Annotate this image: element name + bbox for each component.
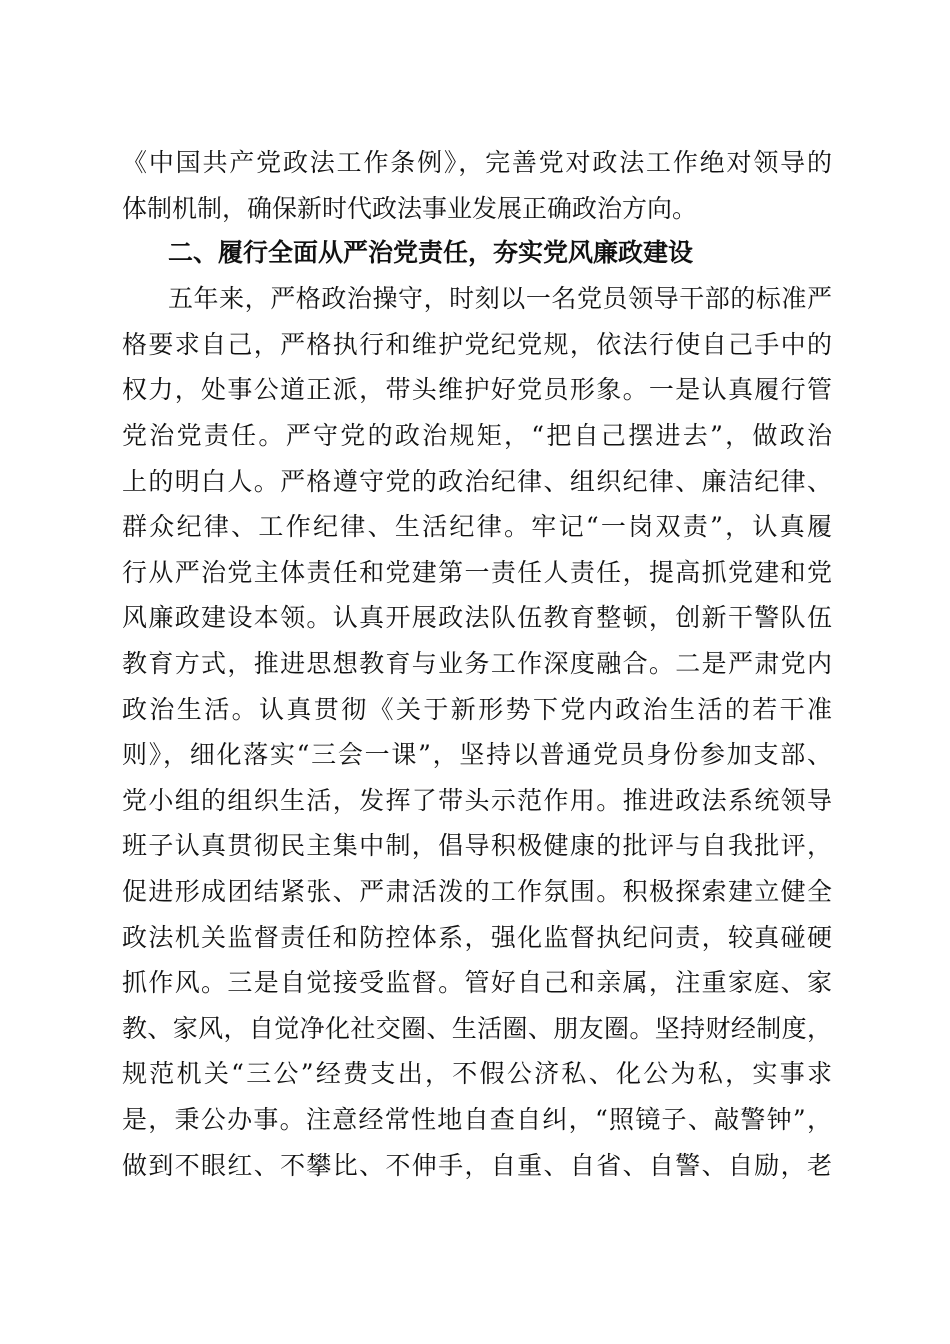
body-line-18: 规范机关“三公”经费支出，不假公济私、化公为私，实事求	[122, 1059, 832, 1088]
body-line-3: 权力，处事公道正派，带头维护好党员形象。一是认真履行管	[122, 375, 832, 404]
body-line-8: 风廉政建设本领。认真开展政法队伍教育整顿，创新干警队伍	[122, 603, 832, 632]
body-line-10: 政治生活。认真贯彻《关于新形势下党内政治生活的若干准	[122, 695, 832, 724]
body-line-15: 政法机关监督责任和防控体系，强化监督执纪问责，较真碰硬	[122, 923, 832, 952]
intro-line-2: 体制机制，确保新时代政法事业发展正确政治方向。	[122, 194, 698, 223]
body-line-13: 班子认真贯彻民主集中制，倡导积极健康的批评与自我批评，	[122, 831, 832, 860]
body-line-20: 做到不眼红、不攀比、不伸手，自重、自省、自警、自励，老	[122, 1151, 832, 1180]
body-line-4: 党治党责任。严守党的政治规矩，“把自己摆进去”，做政治	[122, 421, 832, 450]
body-line-19: 是，秉公办事。注意经常性地自查自纠，“照镜子、敲警钟”，	[122, 1105, 832, 1134]
body-line-16: 抓作风。三是自觉接受监督。管好自己和亲属，注重家庭、家	[122, 968, 832, 997]
section-heading: 二、履行全面从严治党责任，夯实党风廉政建设	[168, 238, 694, 267]
body-line-9: 教育方式，推进思想教育与业务工作深度融合。二是严肃党内	[122, 649, 832, 678]
body-line-1: 五年来，严格政治操守，时刻以一名党员领导干部的标准严	[168, 284, 832, 313]
body-line-11: 则》，细化落实“三会一课”，坚持以普通党员身份参加支部、	[122, 740, 832, 769]
body-line-7: 行从严治党主体责任和党建第一责任人责任，提高抓党建和党	[122, 558, 832, 587]
body-line-6: 群众纪律、工作纪律、生活纪律。牢记“一岗双责”，认真履	[122, 512, 832, 541]
body-line-14: 促进形成团结紧张、严肃活泼的工作氛围。积极探索建立健全	[122, 877, 832, 906]
intro-line-1: 《中国共产党政法工作条例》，完善党对政法工作绝对领导的	[122, 148, 832, 177]
body-line-2: 格要求自己，严格执行和维护党纪党规，依法行使自己手中的	[122, 330, 832, 359]
body-line-5: 上的明白人。严格遵守党的政治纪律、组织纪律、廉洁纪律、	[122, 467, 832, 496]
body-line-12: 党小组的组织生活，发挥了带头示范作用。推进政法系统领导	[122, 786, 832, 815]
body-line-17: 教、家风，自觉净化社交圈、生活圈、朋友圈。坚持财经制度，	[122, 1014, 832, 1043]
